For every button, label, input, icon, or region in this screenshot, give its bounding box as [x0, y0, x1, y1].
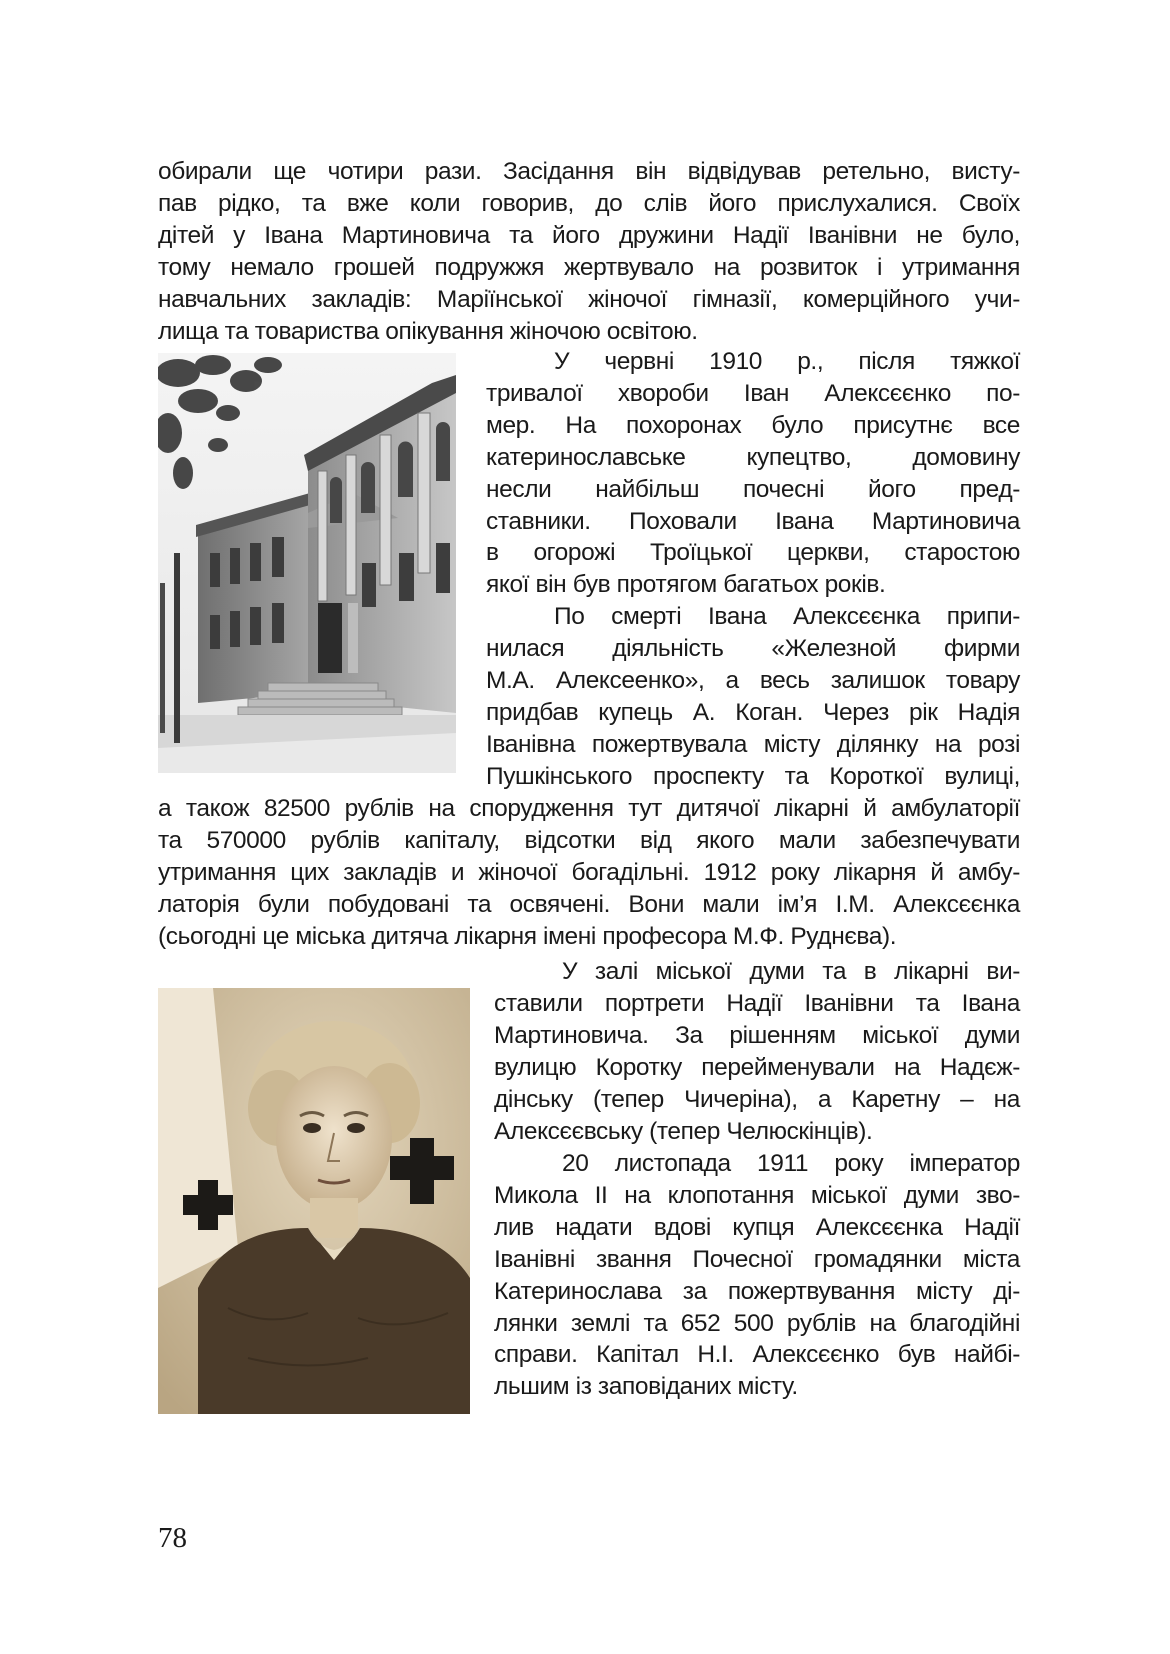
text-line: лища та товариства опікування жіночою освітою. [158, 317, 698, 345]
text-line: пав рідко, та вже коли говорив, до слів його прислухалися. Своїх [158, 189, 1020, 217]
portrait-photo [158, 988, 470, 1414]
text-line: справи. Капітал Н.І. Алексєєнко був найбі- [494, 1341, 1020, 1369]
text-line: обирали ще чотири рази. Засідання він відвідував ретельно, висту- [158, 158, 1020, 185]
paragraph-portraits [494, 956, 1020, 1147]
text-line: а також 82500 рублів на спорудження тут дитячої лікарні й амбулаторії [158, 795, 1020, 822]
text-line: нилася діяльність «Железной фирми [486, 634, 1020, 662]
text-line: тому немало грошей подружжя жертвувало на розвиток і утримання [158, 253, 1020, 281]
paragraph-intro [158, 156, 1020, 347]
text-line: навчальних закладів: Маріїнської жіночої гімназії, комерційного учи- [158, 285, 1020, 313]
text-line: Іванівні звання Почесної громадянки міста [494, 1245, 1020, 1273]
text-line: 20 листопада 1911 року імператор [562, 1150, 1020, 1177]
text-line: По смерті Івана Алексєєнка припи- [554, 603, 1020, 630]
text-line: М.А. Алексеенко», а весь залишок товару [486, 666, 1020, 694]
text-line: лянки землі та 652 500 рублів на благодійні [494, 1309, 1020, 1337]
text-line: дінську (тепер Чичеріна), а Каретну – на [494, 1085, 1020, 1113]
text-line: Пушкінського проспекту та Короткої вулиці, [486, 762, 1020, 790]
text-line: тривалої хвороби Іван Алексєєнко по- [486, 379, 1020, 407]
text-line: якої він був протягом багатьох років. [486, 571, 886, 599]
text-line: Іванівна пожертвувала місту ділянку на розі [486, 730, 1020, 758]
text-line: Мартиновича. За рішенням міської думи [494, 1021, 1020, 1049]
building-photo-illustration [158, 353, 456, 773]
text-line: Микола ІІ на клопотання міської думи зво- [494, 1181, 1020, 1209]
text-line: Алексєєвську (тепер Челюскінців). [494, 1117, 873, 1145]
text-line: ставники. Поховали Івана Мартиновича [486, 507, 1020, 535]
text-line: латорія були побудовані та освячені. Вони мали ім’я І.М. Алексєєнка [158, 890, 1020, 918]
portrait-photo-illustration [158, 988, 470, 1414]
text-line: та 570000 рублів капіталу, відсотки від якого мали забезпечувати [158, 826, 1020, 854]
text-line: утримання цих закладів и жіночої богадільні. 1912 року лікарня й амбу- [158, 858, 1020, 886]
text-line: (сьогодні це міська дитяча лікарня імені професора М.Ф. Руднєва). [158, 922, 897, 950]
text-line: в огорожі Троїцької церкви, старостою [486, 539, 1020, 567]
text-line: Катеринослава за пожертвування місту ді- [494, 1277, 1020, 1305]
paragraph-donation-wrapped [486, 601, 1020, 792]
text-line: лив надати вдові купця Алексєєнка Надії [494, 1213, 1020, 1241]
text-line: ставили портрети Надії Іванівни та Івана [494, 989, 1020, 1017]
paragraph-honor [494, 1148, 1020, 1403]
text-line: вулицю Коротку перейменували на Надєж- [494, 1053, 1020, 1081]
page-number: 78 [158, 1522, 187, 1554]
text-line: придбав купець А. Коган. Через рік Надія [486, 698, 1020, 726]
paragraph-donation-full [158, 793, 1020, 953]
text-line: мер. На похоронах було присутнє все [486, 411, 1020, 439]
paragraph-death [486, 346, 1020, 601]
text-line: дітей у Івана Мартиновича та його дружини Надії Іванівни не було, [158, 221, 1020, 249]
text-line: катеринославське купецтво, домовину [486, 443, 1020, 471]
text-line: несли найбільш почесні його пред- [486, 475, 1020, 503]
text-line: льшим із заповіданих місту. [494, 1373, 798, 1401]
text-line: У червні 1910 р., після тяжкої [554, 348, 1020, 375]
building-photo [158, 353, 456, 773]
text-line: У залі міської думи та в лікарні ви- [562, 958, 1020, 985]
